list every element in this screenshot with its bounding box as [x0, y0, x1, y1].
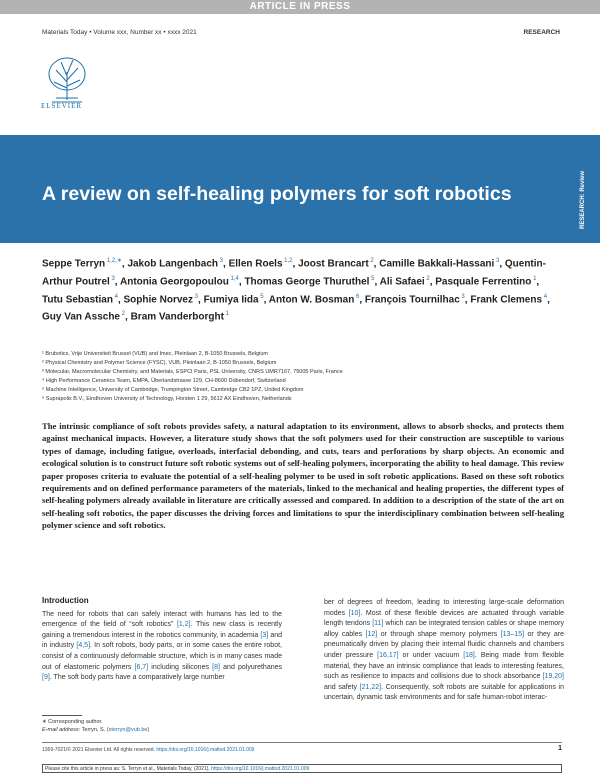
body-text: . This new class is recently gaining a tremendous interest in the robotics community, in academia — [42, 621, 282, 639]
affiliation-1: ¹ Brubotics, Vrije Universiteit Brussel (VUB) and Imec, Pleinlaan 2, B-1050 Brussels, Belgium — [42, 351, 268, 357]
author-name: Fumiya Iida — [203, 293, 259, 305]
author-affiliation-marker[interactable]: 2 — [424, 275, 430, 282]
body-text: or under vacuum — [398, 651, 464, 659]
author-affiliation-marker[interactable]: 1 — [223, 311, 229, 318]
author-affiliation-marker[interactable]: 6 — [354, 293, 360, 300]
citation-link[interactable]: [3] — [260, 631, 269, 639]
author-name: Joost Brancart — [298, 258, 369, 270]
doi-link[interactable]: https://doi.org/10.1016/j.mattod.2021.01.009 — [156, 747, 255, 753]
body-text: or they are pneumatically driven by placing their internal fluidic channels and chambers under pressure — [324, 630, 564, 659]
email-link[interactable]: sterryn@vub.be — [108, 727, 148, 733]
body-text: . Consequently, soft robots are suitable for applications in uncertain, dynamic task environments and for safe human-robot interac- — [324, 683, 564, 702]
citation-box: Please cite this article in press as: S. Terryn et al., Materials Today, (2021), https://doi.org/10.1016/j.mattod.2021.01.009 — [42, 764, 562, 773]
author-name: Antonia Georgopoulou — [119, 276, 229, 288]
citation-link[interactable]: [11] — [372, 620, 384, 628]
corresponding-author-note: ∗ Corresponding author. — [42, 719, 103, 725]
author-affiliation-marker[interactable]: 5 — [369, 275, 375, 282]
author-name: François Tournilhac — [364, 293, 460, 305]
body-text: including silicones — [148, 663, 213, 671]
footnote-rule — [42, 715, 82, 716]
author-affiliation-marker[interactable]: 3 — [109, 275, 115, 282]
page-number: 1 — [558, 745, 562, 752]
author-affiliation-marker[interactable]: 2 — [120, 311, 126, 318]
affiliation-5: ⁵ Machine Intelligence, University of Cambridge, Trumpington Street, Cambridge CB2 1PZ, United Kingdom — [42, 387, 304, 393]
citation-link[interactable]: [13–15] — [500, 630, 525, 638]
footnote — [42, 718, 149, 734]
body-text: The need for robots that can safely interact with humans has led to the emergence of the field of “soft robotics” — [42, 610, 282, 629]
citation-link[interactable]: [9] — [42, 674, 50, 682]
citation-link[interactable]: [10] — [348, 609, 361, 617]
author-name: Tutu Sebastian — [42, 293, 113, 305]
affiliation-3: ³ Molecular, Macromolecular Chemistry, and Materials, ESPCI Paris, PSL University, CNRS UMR7167, 75005 Paris, France — [42, 369, 343, 375]
section-heading-introduction: Introduction — [42, 596, 89, 605]
author-name: Jakob Langenbach — [127, 258, 219, 270]
author-affiliation-marker[interactable]: 1,2 — [282, 258, 293, 264]
author-affiliation-marker[interactable]: 4 — [112, 293, 118, 300]
section-tag: RESEARCH — [523, 29, 560, 36]
author-list: Seppe Terryn $^{1,2,∗}$, Jakob Langenbach $^3$, Ellen Roels $^{1,2}$, Joost Brancart $^2$, Camille Bakkali-Hassani $^3$, Quentin-Arthur Poutrel $^3$, Antonia Georgopoulou $^{1,4}$, Thomas George Thuruthel $^5$, Ali Safaei $^2$, Pasquale Ferrentino $^1$, Tutu Sebastian $^4$, Sophie Norvez $^3$, Fumiya Iida $^5$, Anton W. Bosman $^6$, François Tournilhac $^3$, Frank Clemens $^4$, Guy Van Assche $^2$, Bram Vanderborght $^1$ — [42, 258, 550, 323]
author-name: Camille Bakkali-Hassani — [379, 258, 495, 270]
article-in-press-banner: ARTICLE IN PRESS — [0, 0, 600, 14]
author-affiliation-marker[interactable]: 1 — [531, 275, 537, 282]
citation-link[interactable]: [19,20] — [542, 673, 564, 681]
email-note: E-mail address: Terryn, S. (sterryn@vub.be) — [42, 727, 150, 733]
author-name: Pasquale Ferrentino — [435, 276, 532, 288]
author-name: Guy Van Assche — [42, 311, 120, 323]
author-name: Frank Clemens — [470, 293, 543, 305]
body-column-right — [324, 598, 564, 704]
body-text: or through shape memory polymers — [377, 630, 501, 638]
body-text: ber of degrees of freedom, leading to interesting large-scale deformation modes — [324, 599, 564, 617]
author-name: Sophie Norvez — [123, 293, 193, 305]
bottom-rule — [42, 742, 562, 743]
author-affiliation-marker[interactable]: 4 — [542, 293, 548, 300]
citation-link[interactable]: [18] — [463, 651, 475, 659]
body-column-left — [42, 596, 282, 684]
author-affiliation-marker[interactable]: 3 — [459, 293, 465, 300]
body-text: . The soft body parts have a comparatively large number — [49, 674, 225, 682]
abstract: The intrinsic compliance of soft robots provides safety, a natural adaptation to its environment, allows to absorb shocks, and protects them against mechanical impacts. However, a literature study shows that the soft polymers used for their construction are susceptible to various types of damage, including fatigue, overloads, interfacial debonding, and cuts, tears and perforations by sharp objects. An economic and ecological solution is to construct future soft robotic systems out of self-healing polymers, incorporating the ability to heal damage. This review paper proposes criteria to evaluate the potential of a self-healing polymer to be used in soft robotic applications. Based on these soft robotics requirements and on defined performance parameters of the materials, linked to the mechanical and healing properties, the different types of self-healing polymers already available in literature are critically assessed and compared. In addition to a description of the state of the art on self-healing soft robotics, the paper discusses the driving forces and limitations to spur the interdisciplinary combination between self-healing polymer science and soft robotics. — [42, 421, 564, 531]
citation-link[interactable]: [12] — [365, 630, 378, 638]
author-affiliation-marker[interactable]: 3 — [192, 293, 198, 300]
body-text: . Being made from flexible material, they have an intrinsic compliance that leads to interesting features, such as resilience to impacts and collisions due to shock absorbance — [324, 651, 565, 681]
affiliation-6: ⁶ Suprapolix B.V., Eindhoven University of Technology, Horsten 1 29, 5612 AX Eindhoven, Netherlands — [42, 396, 292, 402]
author-name: Seppe Terryn — [42, 258, 106, 270]
intro-paragraph-right — [324, 598, 564, 704]
citation-link[interactable]: [6,7] — [134, 663, 149, 671]
author-affiliation-marker[interactable]: 1,4 — [228, 275, 239, 282]
citation-link[interactable]: [4,5] — [76, 642, 91, 650]
author-name: Anton W. Bosman — [268, 293, 355, 305]
body-text: and in industry — [42, 631, 283, 650]
author-affiliation-marker[interactable]: 2 — [368, 258, 374, 264]
citation-link[interactable]: [16,17] — [377, 651, 399, 659]
citation-link[interactable]: [8] — [212, 663, 220, 671]
affiliation-list — [42, 350, 562, 404]
author-affiliation-marker[interactable]: 5 — [258, 293, 264, 300]
citation-link[interactable]: [1,2] — [176, 621, 191, 629]
article-title: A review on self-healing polymers for soft robotics — [42, 183, 512, 205]
author-name: Ellen Roels — [228, 258, 283, 270]
body-text: . Most of these flexible devices are actuated through variable length tendons — [324, 609, 564, 628]
author-name: Bram Vanderborght — [130, 311, 224, 323]
author-affiliation-marker[interactable]: 3 — [494, 258, 500, 264]
author-affiliation-marker[interactable]: 1,2,∗ — [105, 258, 122, 264]
intro-paragraph-left — [42, 610, 282, 684]
author-name: Ali Safaei — [379, 276, 425, 288]
side-section-tag: RESEARCH: Review — [580, 170, 586, 230]
author-affiliation-marker[interactable]: 3 — [218, 258, 224, 264]
journal-line: Materials Today • Volume xxx, Number xx • xxxx 2021 — [42, 29, 197, 36]
body-text: and safety — [324, 683, 360, 691]
author-name: Quentin-Arthur Poutrel — [42, 258, 546, 288]
author-name: Thomas George Thuruthel — [244, 276, 370, 288]
affiliation-4: ⁴ High Performance Ceramics Team, EMPA, Überlandstrasse 129, CH-8600 Dübendorf, Switzerland — [42, 378, 286, 384]
citation-doi-link[interactable]: https://doi.org/10.1016/j.mattod.2021.01.009 — [211, 766, 310, 772]
citation-link[interactable]: [21,22] — [359, 683, 382, 691]
body-text: . In soft robots, body parts, or in some cases the entire robot, consist of a continuously deformable structure, which is in many cases made out of elastomeric polymers — [42, 642, 282, 671]
issn-line: 1369-7021/© 2021 Elsevier Ltd. All rights reserved. https://doi.org/10.1016/j.mattod.2021.01.009 — [42, 747, 255, 753]
affiliation-2: ² Physical Chemistry and Polymer Science (FYSC), VUB, Pleinlaan 2, B-1050 Brussels, Belgium — [42, 360, 277, 366]
body-text: and polyurethanes — [219, 663, 282, 671]
body-text: which can be integrated tension cables or shape memory alloy cables — [324, 620, 564, 638]
publisher-logo-word: ELSEVIER — [41, 102, 83, 110]
